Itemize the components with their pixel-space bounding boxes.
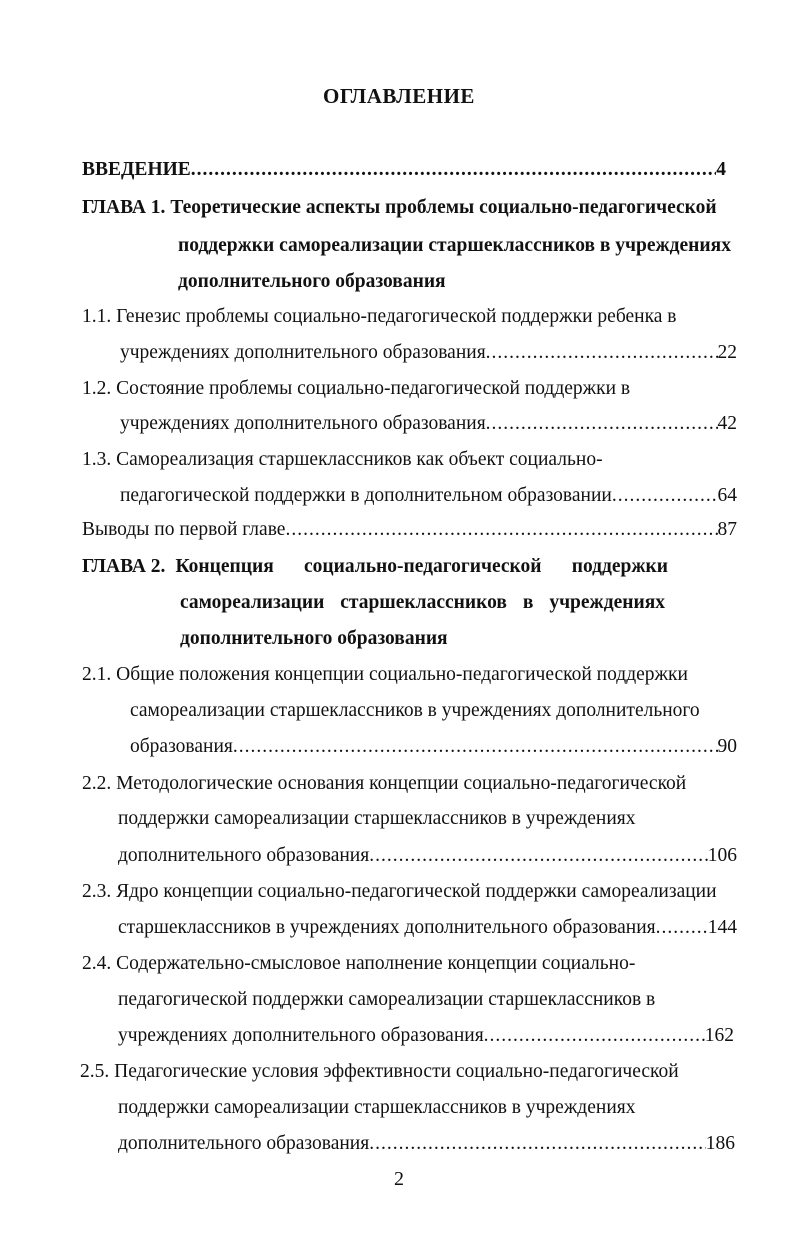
toc-entry-2-5 [118, 1126, 735, 1162]
page-title: ОГЛАВЛЕНИЕ [323, 84, 475, 108]
toc-entry-label: учреждениях дополнительного образования [120, 413, 486, 434]
chapter2-title-line-2: самореализации старшеклассников в учреждениях [180, 592, 665, 613]
toc-page-number: 90 [717, 736, 737, 757]
toc-entry-2-5-line-1: 2.5. Педагогические условия эффективности социально-педагогической [80, 1061, 679, 1082]
toc-entry-conclusions-1 [82, 512, 737, 548]
toc-entry-1-3 [120, 478, 737, 514]
chapter2-title-line-3: дополнительного образования [180, 628, 448, 649]
toc-entry-label: педагогической поддержки в дополнительном образовании [120, 485, 612, 506]
dot-leader [191, 152, 716, 188]
chapter-title-line: Концепция социально-педагогической поддержки [175, 556, 668, 577]
toc-entry-label: учреждениях дополнительного образования [118, 1025, 484, 1046]
chapter-prefix: ГЛАВА 2. [82, 556, 166, 577]
toc-entry-label: дополнительного образования [118, 845, 370, 866]
toc-page-number: 22 [717, 342, 737, 363]
toc-entry-2-1-line-2: самореализации старшеклассников в учреждениях дополнительного [130, 700, 700, 721]
dot-leader [484, 1018, 705, 1054]
chapter1-title-line-3: дополнительного образования [178, 271, 446, 292]
toc-entry-2-2-line-1: 2.2. Методологические основания концепции социально-педагогической [82, 773, 687, 794]
toc-entry-2-4 [118, 1018, 734, 1054]
toc-entry-label: старшеклассников в учреждениях дополнительного образования [118, 917, 656, 938]
toc-entry-2-1-line-1: 2.1. Общие положения концепции социально-педагогической поддержки [82, 664, 688, 685]
chapter1-heading [82, 190, 742, 226]
dot-leader [369, 838, 708, 874]
toc-entry-1-3-line-1: 1.3. Самореализация старшеклассников как объект социально- [82, 449, 603, 470]
toc-entry-1-1-line-1: 1.1. Генезис проблемы социально-педагогической поддержки ребенка в [82, 306, 677, 327]
toc-page-number: 64 [717, 485, 737, 506]
toc-entry-label: учреждениях дополнительного образования [120, 342, 486, 363]
toc-entry-1-1 [120, 335, 737, 371]
toc-entry-1-2-line-1: 1.2. Состояние проблемы социально-педагогической поддержки в [82, 378, 631, 399]
dot-leader [233, 729, 718, 765]
chapter2-heading [82, 549, 668, 585]
dot-leader [369, 1126, 706, 1162]
toc-entry-2-1 [130, 729, 737, 765]
chapter-prefix: ГЛАВА 1. [82, 197, 166, 218]
toc-page-number: 186 [705, 1133, 735, 1154]
toc-page-number: 106 [707, 845, 737, 866]
toc-entry-2-3-line-1: 2.3. Ядро концепции социально-педагогической поддержки самореализации [82, 881, 717, 902]
toc-entry-2-3 [118, 910, 737, 946]
toc-entry-2-2 [118, 838, 737, 874]
toc-entry-label: ВВЕДЕНИЕ [82, 159, 191, 180]
toc-page-number: 42 [717, 413, 737, 434]
toc-page-number: 144 [707, 917, 737, 938]
toc-page-number: 4 [716, 159, 726, 180]
toc-entry-intro [82, 152, 726, 188]
dot-leader [486, 406, 718, 442]
toc-entry-2-5-line-2: поддержки самореализации старшеклассников в учреждениях [118, 1097, 636, 1118]
dot-leader [656, 910, 708, 946]
toc-entry-label: Выводы по первой главе [82, 519, 286, 540]
toc-entry-1-2 [120, 406, 737, 442]
dot-leader [612, 478, 718, 514]
dot-leader [285, 512, 717, 548]
toc-entry-label: образования [130, 736, 233, 757]
chapter-title-line: Теоретические аспекты проблемы социально-педагогической [170, 197, 717, 218]
toc-entry-2-2-line-2: поддержки самореализации старшеклассников в учреждениях [118, 808, 636, 829]
toc-entry-label: дополнительного образования [118, 1133, 370, 1154]
dot-leader [486, 335, 718, 371]
chapter1-title-line-2: поддержки самореализации старшеклассников в учреждениях [178, 235, 731, 256]
toc-page-number: 87 [717, 519, 737, 540]
toc-entry-2-4-line-2: педагогической поддержки самореализации старшеклассников в [118, 989, 656, 1010]
toc-entry-2-4-line-1: 2.4. Содержательно-смысловое наполнение концепции социально- [82, 953, 636, 974]
toc-page-number: 162 [704, 1025, 734, 1046]
page-number: 2 [394, 1168, 404, 1190]
